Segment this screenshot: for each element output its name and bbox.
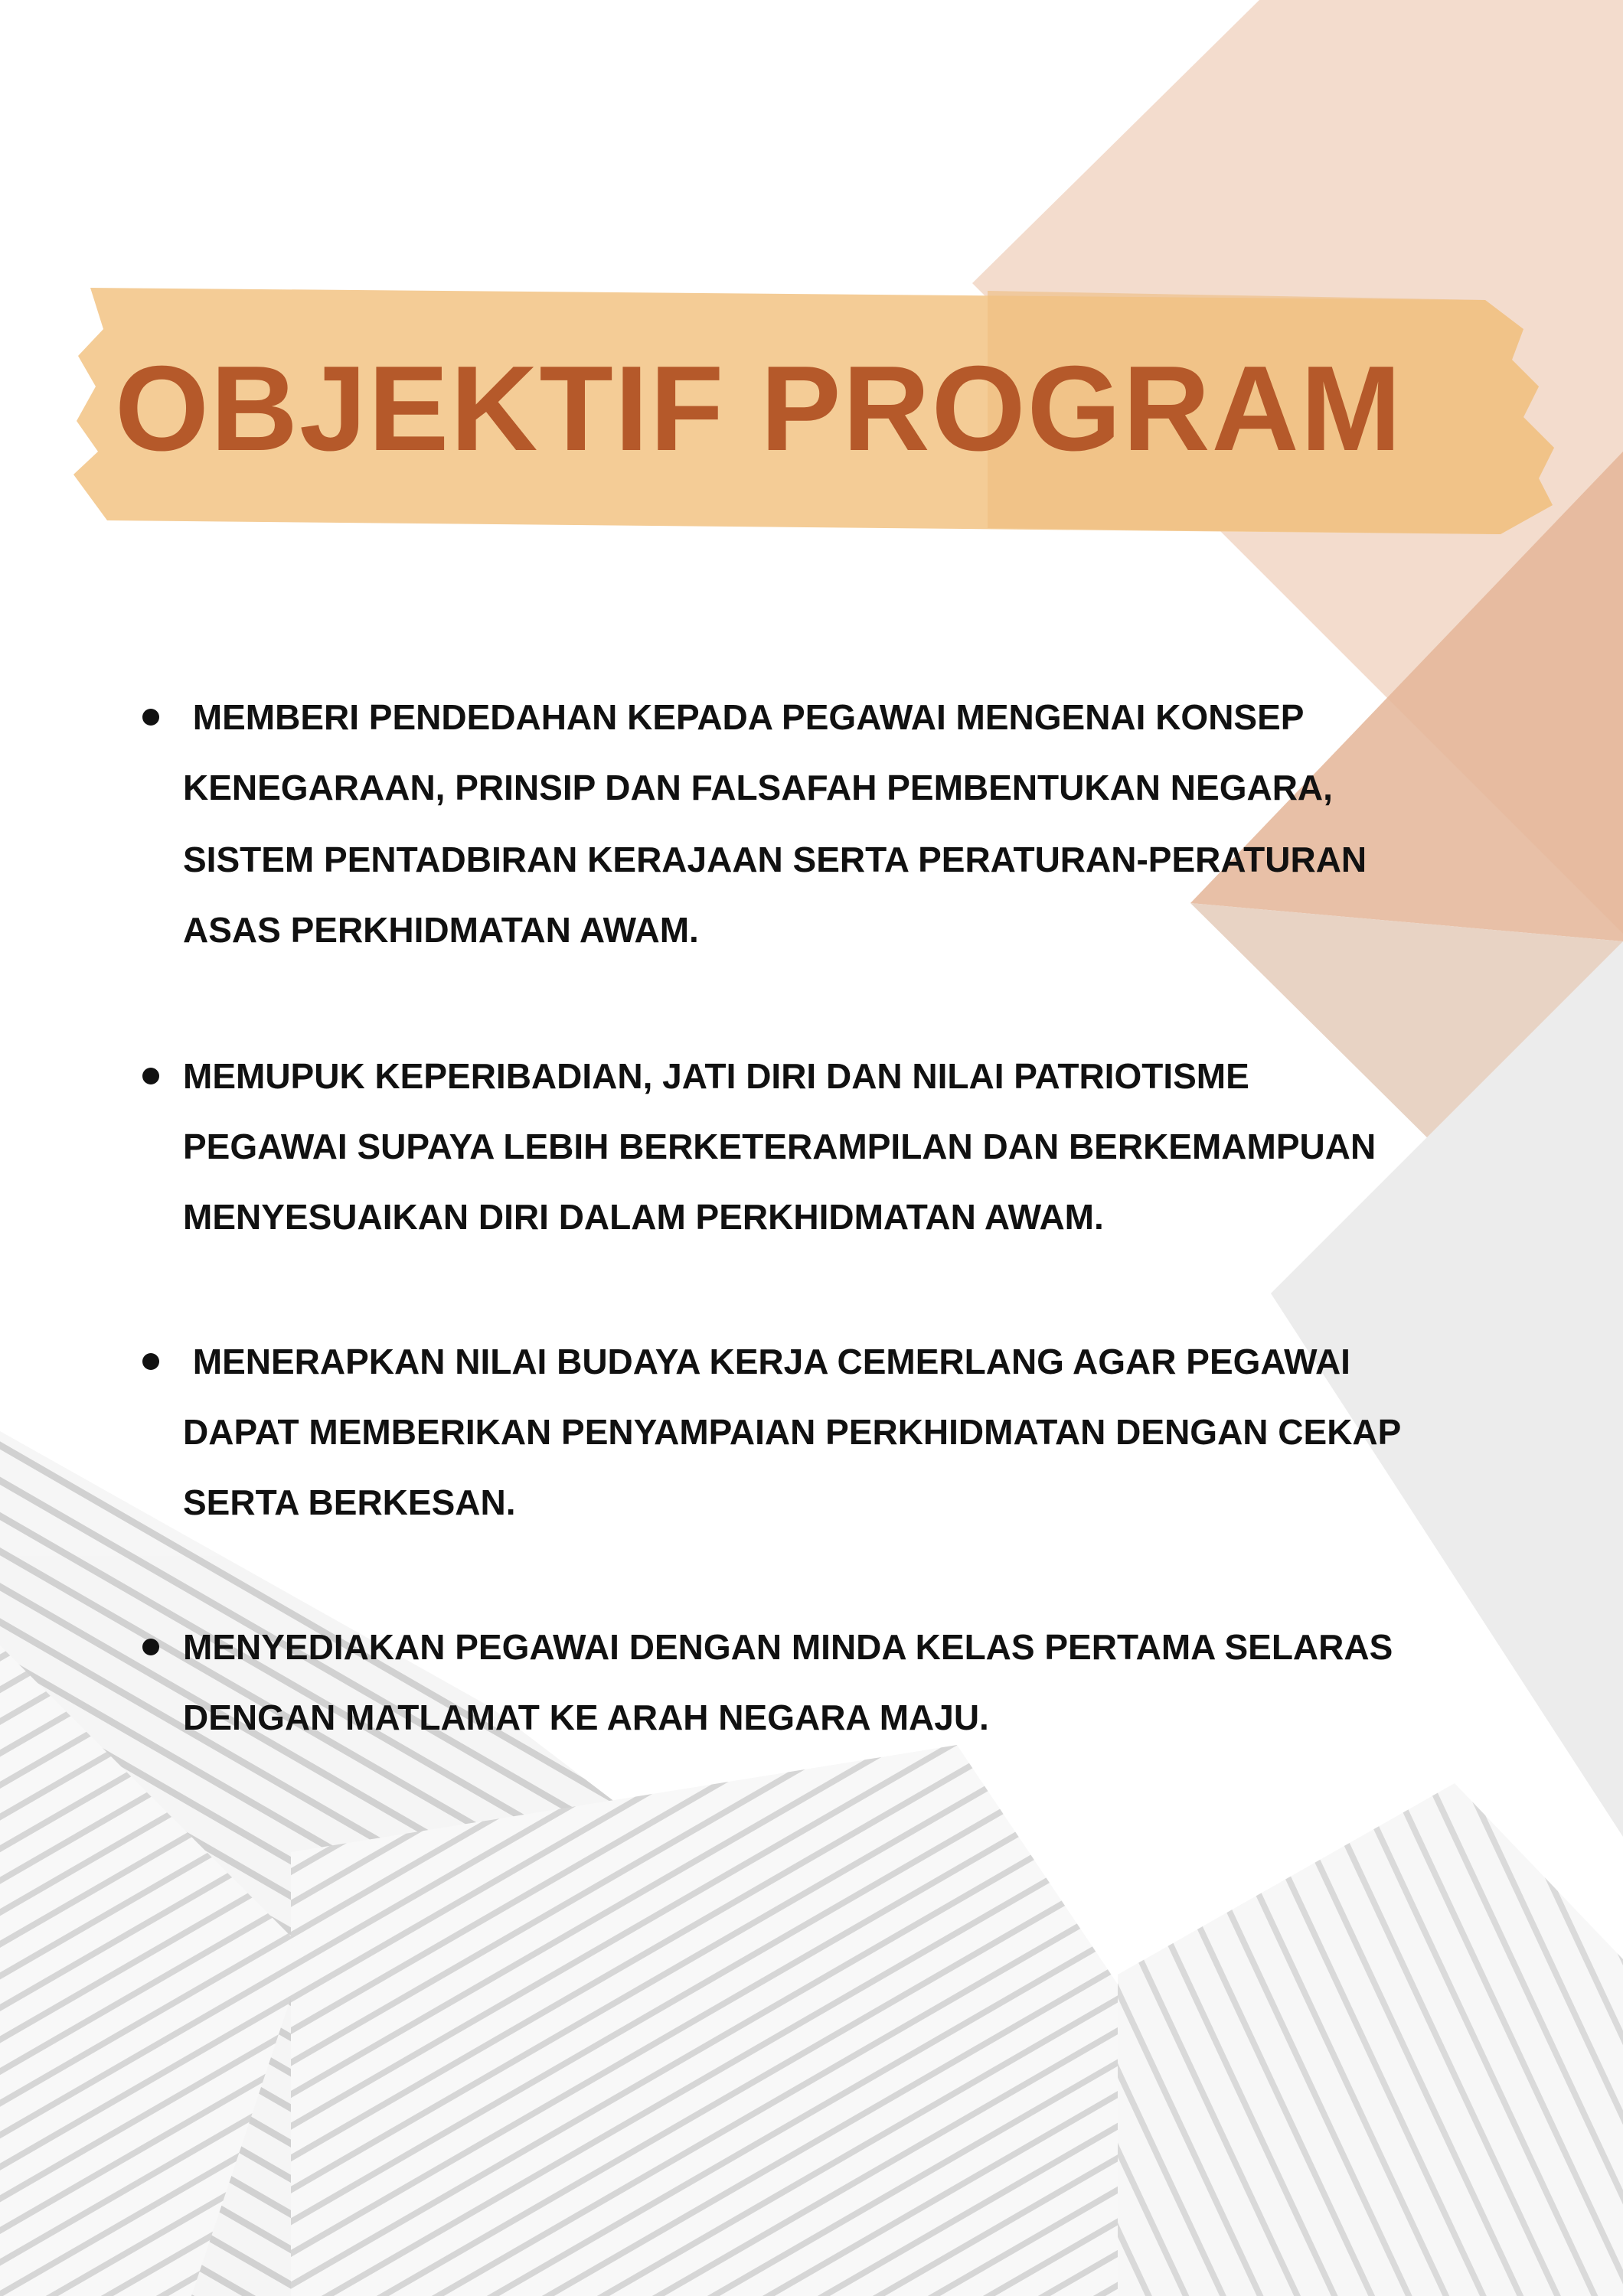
building-image: [0, 1431, 1623, 2296]
bullet-icon: [142, 1068, 159, 1084]
objective-4-line: DENGAN MATLAMAT KE ARAH NEGARA MAJU.: [183, 1698, 989, 1737]
objective-3-line: DAPAT MEMBERIKAN PENYAMPAIAN PERKHIDMATAN DENGAN CEKAP: [183, 1412, 1402, 1452]
objective-1-line: ASAS PERKHIDMATAN AWAM.: [183, 910, 699, 950]
objective-4-line: MENYEDIAKAN PEGAWAI DENGAN MINDA KELAS PERTAMA SELARAS: [183, 1627, 1393, 1667]
objective-2-line: PEGAWAI SUPAYA LEBIH BERKETERAMPILAN DAN BERKEMAMPUAN: [183, 1127, 1376, 1166]
title-banner: [0, 0, 1623, 612]
objective-2-line: MEMUPUK KEPERIBADIAN, JATI DIRI DAN NILAI PATRIOTISME: [183, 1056, 1249, 1096]
objective-1-line: KENEGARAAN, PRINSIP DAN FALSAFAH PEMBENTUKAN NEGARA,: [183, 768, 1333, 807]
objective-3-line: MENERAPKAN NILAI BUDAYA KERJA CEMERLANG AGAR PEGAWAI: [183, 1342, 1350, 1381]
bullet-icon: [142, 709, 159, 726]
brush-banner: [0, 0, 1623, 612]
bullet-icon: [142, 1639, 159, 1655]
objective-2-line: MENYESUAIKAN DIRI DALAM PERKHIDMATAN AWAM.: [183, 1197, 1104, 1237]
page-title: OBJEKTIF PROGRAM: [115, 341, 1403, 476]
objective-1-line: SISTEM PENTADBIRAN KERAJAAN SERTA PERATURAN-PERATURAN: [183, 840, 1367, 879]
bullet-icon: [142, 1353, 159, 1370]
objective-3-line: SERTA BERKESAN.: [183, 1482, 516, 1522]
objective-1-line: MEMBERI PENDEDAHAN KEPADA PEGAWAI MENGENAI KONSEP: [183, 697, 1305, 737]
